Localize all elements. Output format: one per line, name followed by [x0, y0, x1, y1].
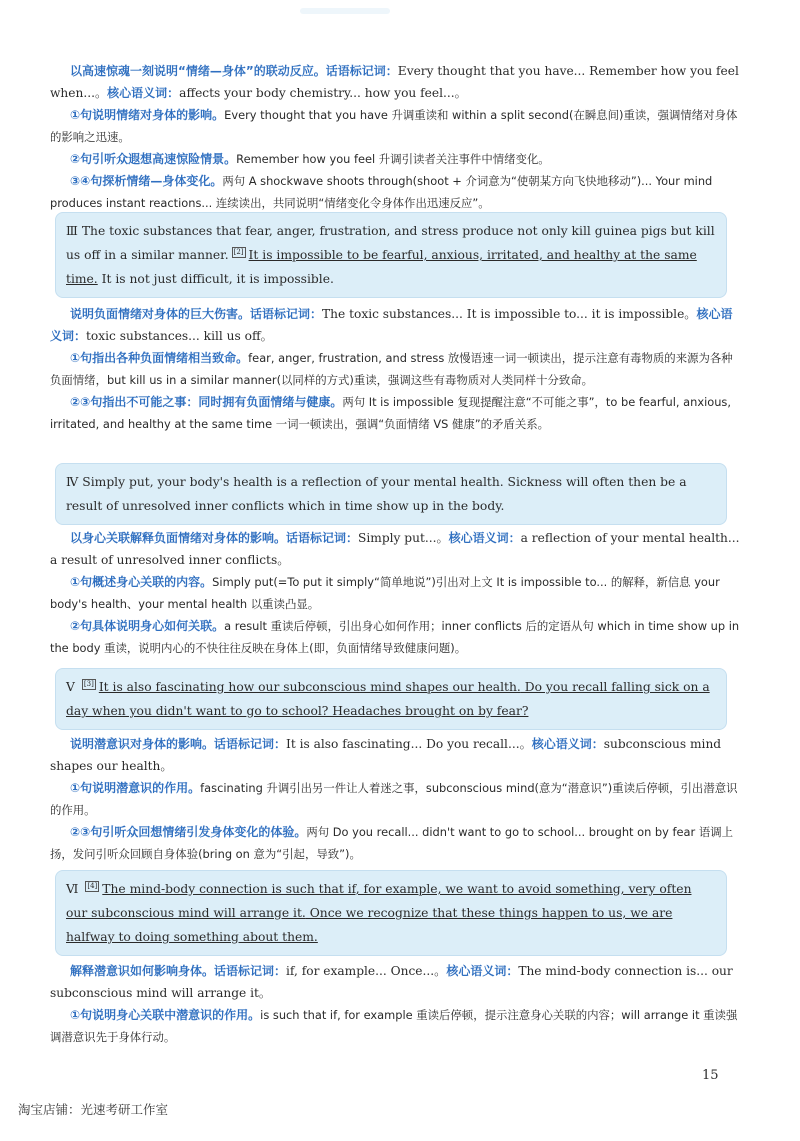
- passage-box-3: [55, 212, 727, 298]
- passage-box-5: [55, 668, 727, 730]
- point-heading: ②句具体说明身心如何关联。: [70, 619, 225, 633]
- markers-text: if, for example... Once...。: [286, 964, 447, 978]
- point-text: fascinating 升调引出另一件让人着迷之事，subconscious mind(意为“潜意识”)重读后停顿，引出潜意识的作用。: [50, 781, 738, 817]
- core-label: 核心语义词：: [448, 531, 521, 545]
- point-text: 两句 It is impossible 复现提醒注意“不可能之事”，to be fearful, anxious, irritated, and healthy at the same time 一词一顿读出，强调“负面情绪 VS 健康”的矛盾关系。: [50, 395, 731, 431]
- markers-label: 话语标记词：: [325, 64, 398, 78]
- point-heading: ②句引听众遐想高速惊险情景。: [70, 152, 237, 166]
- point-heading: ①句说明情绪对身体的影响。: [70, 108, 225, 122]
- paragraph-number: Ⅳ: [66, 475, 79, 489]
- underlined-sentence: It is impossible to be fearful, anxious, irritated, and healthy at the same time.: [66, 248, 697, 286]
- section-3: [50, 303, 740, 435]
- core-text: affects your body chemistry... how you feel...。: [179, 86, 467, 100]
- section-6: [50, 960, 740, 1048]
- core-text: The mind-body connection is... our subconscious mind will arrange it。: [50, 964, 733, 1000]
- point-heading: ③④句探析情绪—身体变化。: [70, 174, 223, 188]
- markers-label: 话语标记词：: [250, 307, 323, 321]
- markers-label: 话语标记词：: [286, 531, 359, 545]
- shop-label: 淘宝店铺：光速考研工作室: [18, 1102, 169, 1117]
- point-heading: ①句概述身心关联的内容。: [70, 575, 213, 589]
- point-text: 两句 A shockwave shoots through(shoot + 介词意为“使朝某方向飞快地移动”)... Your mind produces instant reactions... 连续读出，共同说明“情绪变化令身体作出迅速反应”。: [50, 174, 713, 210]
- point-text: is such that if, for example 重读后停顿，提示注意身心关联的内容；will arrange it 重读强调潜意识先于身体行动。: [50, 1008, 738, 1044]
- top-decoration: [300, 8, 390, 14]
- point-text: Simply put(=To put it simply“简单地说”)引出对上文 It is impossible to... 的解释，新信息 your body's health、your mental health 以重读凸显。: [50, 575, 720, 611]
- point-heading: ①句指出各种负面情绪相当致命。: [70, 351, 249, 365]
- point-text: Remember how you feel 升调引读者关注事件中情绪变化。: [236, 152, 550, 166]
- passage-text: The toxic substances that fear, anger, frustration, and stress produce not only kill guinea pigs but kill us off in a similar manner.: [66, 224, 715, 262]
- core-label: 核心语义词：: [107, 86, 180, 100]
- section-heading: 解释潜意识如何影响身体。: [70, 964, 215, 978]
- point-heading: ①句说明潜意识的作用。: [70, 781, 201, 795]
- point-heading: ①句说明身心关联中潜意识的作用。: [70, 1008, 261, 1022]
- passage-box-4: [55, 463, 727, 525]
- section-5: [50, 733, 740, 865]
- underlined-sentence: Once we recognize that these things happen to us, we are halfway to doing something about them.: [66, 906, 673, 944]
- page-number: 15: [702, 1068, 719, 1083]
- markers-label: 话语标记词：: [214, 737, 287, 751]
- core-text: subconscious mind shapes our health。: [50, 737, 722, 773]
- underlined-sentence: It is also fascinating how our subconscious mind shapes our health.: [98, 680, 521, 694]
- markers-text: It is also fascinating... Do you recall...。: [286, 737, 532, 751]
- markers-text: Simply put...。: [358, 531, 449, 545]
- markers-text: The toxic substances... It is impossible to... it is impossible。: [322, 307, 697, 321]
- point-text: 两句 Do you recall... didn't want to go to school... brought on by fear 语调上扬，发问引听众回顾自身体验(bring on 意为“引起，导致”)。: [50, 825, 733, 861]
- core-label: 核心语义词：: [446, 964, 519, 978]
- point-text: a result 重读后停顿，引出身心如何作用；inner conflicts 后的定语从句 which in time show up in the body 重读，说明内心的不快往往反映在身体上(即，负面情绪导致健康问题)。: [50, 619, 740, 655]
- sentence-marker: [2]: [233, 248, 244, 256]
- passage-text: Simply put, your body's health is a reflection of your mental health. Sickness will often then be a result of unresolved inner conflicts which in time show up in the body.: [66, 475, 687, 513]
- core-text: toxic substances... kill us off。: [86, 329, 273, 343]
- point-text: Every thought that you have 升调重读和 within a split second(在瞬息间)重读，强调情绪对身体的影响之迅速。: [50, 108, 738, 144]
- point-heading: ②③句指出不可能之事：同时拥有负面情绪与健康。: [70, 395, 343, 409]
- section-heading: 说明负面情绪对身体的巨大伤害。: [70, 307, 251, 321]
- sentence-marker: [4]: [87, 882, 98, 890]
- underlined-sentence: Do you recall falling sick on a day when you didn't want to go to school? Headaches brought on by fear?: [66, 680, 710, 718]
- core-text: a reflection of your mental health... a result of unresolved inner conflicts。: [50, 531, 740, 567]
- point-heading: ②③句引听众回想情绪引发身体变化的体验。: [70, 825, 307, 839]
- paragraph-number: Ⅲ: [66, 224, 78, 238]
- core-label: 核心语义词：: [531, 737, 604, 751]
- section-4: [50, 527, 740, 659]
- passage-text: It is not just difficult, it is impossible.: [97, 272, 334, 286]
- section-intro: [50, 60, 740, 214]
- paragraph-number: Ⅴ: [66, 680, 75, 694]
- markers-label: 话语标记词：: [214, 964, 287, 978]
- core-label: 核心语义词：: [50, 307, 733, 343]
- section-heading: 以高速惊魂一刻说明“情绪—身体”的联动反应。: [70, 64, 326, 78]
- paragraph-number: Ⅵ: [66, 882, 79, 896]
- section-heading: 以身心关联解释负面情绪对身体的影响。: [70, 531, 287, 545]
- markers-text: Every thought that you have... Remember how you feel when...。: [50, 64, 739, 100]
- passage-box-6: [55, 870, 727, 956]
- underlined-sentence: The mind-body connection is such that if, for example, we want to avoid something, very often our subconscious mind will arrange it.: [66, 882, 692, 920]
- sentence-marker: [3]: [83, 680, 94, 688]
- section-heading: 说明潜意识对身体的影响。: [70, 737, 215, 751]
- point-text: fear, anger, frustration, and stress 放慢语速一词一顿读出，提示注意有毒物质的来源为各种负面情绪，but kill us in a similar manner(以同样的方式)重读，强调这些有毒物质对人类同样十分致命。: [50, 351, 733, 387]
